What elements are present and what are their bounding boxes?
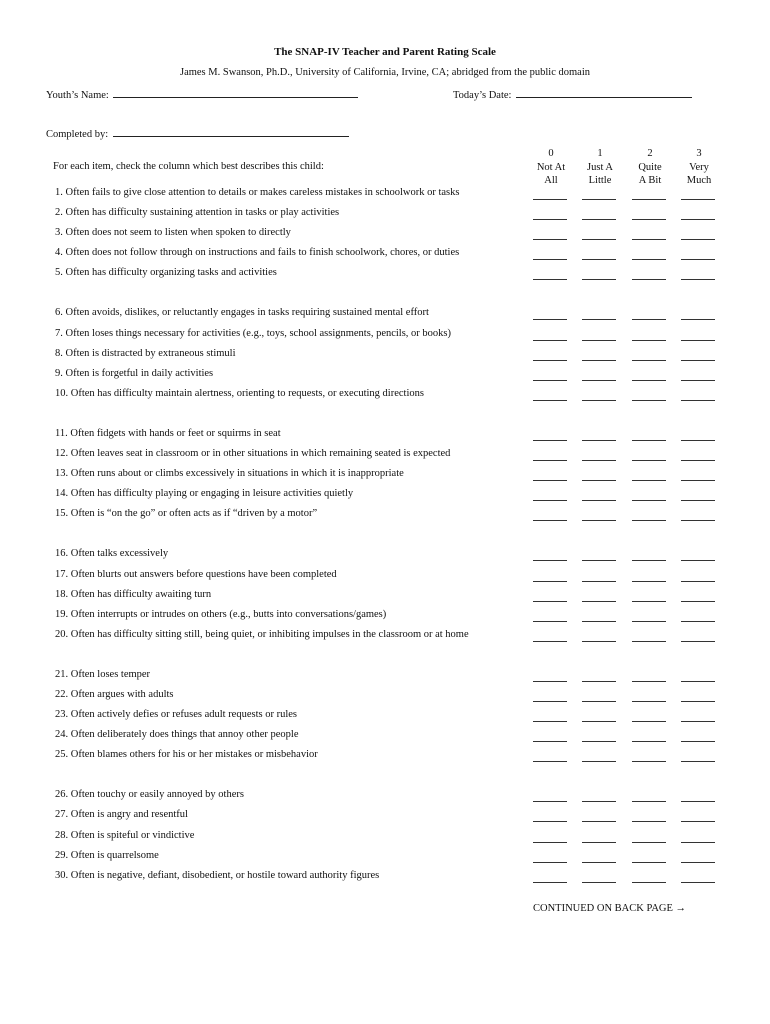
table-row — [0, 341, 770, 361]
table-row — [0, 321, 770, 341]
rating-blank-3[interactable] — [681, 882, 715, 883]
item-text: 2. Often has difficulty sustaining attention in tasks or play activities — [55, 207, 340, 219]
item-text: 15. Often is “on the go” or often acts as if “driven by a motor” — [55, 508, 318, 520]
rating-blank-2[interactable] — [632, 641, 666, 642]
item-text: 8. Often is distracted by extraneous stimuli — [55, 347, 236, 359]
instruction-text: For each item, check the column which best describes this child: — [53, 161, 324, 172]
item-text: 1. Often fails to give close attention to details or makes careless mistakes in schoolwork or tasks — [55, 187, 460, 198]
table-row — [0, 461, 770, 481]
table-row — [0, 562, 770, 582]
item-text: 6. Often avoids, dislikes, or reluctantly engages in tasks requiring sustained mental effort — [55, 307, 429, 319]
rating-blank-1[interactable] — [582, 520, 616, 521]
group-spacer — [0, 521, 770, 541]
todays-date-field — [453, 88, 692, 101]
column-label-line2: A Bit — [638, 175, 662, 186]
table-row — [0, 441, 770, 461]
item-text: 24. Often deliberately does things that annoy other people — [55, 729, 299, 741]
item-text: 29. Often is quarrelsome — [55, 849, 159, 861]
column-label-line2: All — [544, 175, 558, 186]
rating-blank-1[interactable] — [582, 400, 616, 401]
rating-blank-3[interactable] — [681, 279, 715, 280]
rating-blank-0[interactable] — [533, 882, 567, 883]
item-text: 26. Often touchy or easily annoyed by others — [55, 789, 244, 801]
table-row — [0, 300, 770, 320]
table-row — [0, 843, 770, 863]
page-subtitle: James M. Swanson, Ph.D., University of California, Irvine, CA; abridged from the public domain — [179, 67, 591, 78]
item-text: 30. Often is negative, defiant, disobedient, or hostile toward authority figures — [55, 869, 380, 881]
table-row — [0, 220, 770, 240]
item-text: 10. Often has difficulty maintain alertness, orienting to requests, or executing directions — [55, 387, 424, 399]
table-row — [0, 541, 770, 561]
item-text: 17. Often blurts out answers before questions have been completed — [55, 568, 337, 580]
column-label-line1: Quite — [638, 161, 662, 173]
table-row — [0, 863, 770, 883]
rating-blank-2[interactable] — [632, 882, 666, 883]
column-value: 1 — [597, 148, 603, 159]
table-row — [0, 501, 770, 521]
group-spacer — [0, 762, 770, 782]
column-label-line2: Little — [588, 175, 612, 186]
todays-date-label: Today’s Date: — [453, 90, 512, 101]
column-value: 3 — [696, 148, 702, 159]
column-value: 2 — [647, 148, 653, 159]
item-text: 19. Often interrupts or intrudes on others (e.g., butts into conversations/games) — [55, 608, 387, 620]
item-text: 5. Often has difficulty organizing tasks and activities — [55, 267, 277, 279]
item-text: 3. Often does not seem to listen when spoken to directly — [55, 227, 291, 239]
table-row — [0, 702, 770, 722]
rating-blank-2[interactable] — [632, 520, 666, 521]
item-text: 7. Often loses things necessary for activities (e.g., toys, school assignments, pencils, or books) — [55, 327, 452, 339]
rating-blank-1[interactable] — [582, 761, 616, 762]
column-label-line1: Very — [689, 161, 709, 173]
rating-blank-3[interactable] — [681, 520, 715, 521]
rating-blank-2[interactable] — [632, 400, 666, 401]
table-row — [0, 481, 770, 501]
table-row — [0, 802, 770, 822]
youth-name-field — [46, 88, 358, 101]
item-text: 23. Often actively defies or refuses adult requests or rules — [55, 709, 298, 721]
item-text: 16. Often talks excessively — [55, 548, 169, 560]
table-row — [0, 240, 770, 260]
rating-blank-3[interactable] — [681, 761, 715, 762]
item-text: 28. Often is spiteful or vindictive — [55, 829, 195, 841]
item-text: 11. Often fidgets with hands or feet or squirms in seat — [55, 427, 281, 439]
table-row — [0, 742, 770, 762]
item-text: 22. Often argues with adults — [55, 688, 174, 700]
table-row — [0, 823, 770, 843]
rating-blank-2[interactable] — [632, 761, 666, 762]
table-row — [0, 682, 770, 702]
item-text: 20. Often has difficulty sitting still, being quiet, or inhibiting impulses in the classroom or at home — [55, 628, 469, 640]
table-row — [0, 200, 770, 220]
rating-blank-3[interactable] — [681, 400, 715, 401]
item-text: 18. Often has difficulty awaiting turn — [55, 588, 212, 600]
table-row — [0, 602, 770, 622]
page-title: The SNAP-IV Teacher and Parent Rating Scale — [274, 46, 496, 58]
column-label-line1: Not At — [536, 161, 566, 173]
completed-by-input[interactable] — [113, 127, 349, 137]
rating-blank-0[interactable] — [533, 761, 567, 762]
column-label-line1: Just A — [587, 161, 613, 173]
table-row — [0, 622, 770, 642]
item-text: 25. Often blames others for his or her mistakes or misbehavior — [55, 749, 318, 761]
item-text: 13. Often runs about or climbs excessively in situations in which it is inappropriate — [55, 468, 404, 480]
item-text: 21. Often loses temper — [55, 668, 151, 680]
continued-note: CONTINUED ON BACK PAGE → — [533, 903, 687, 914]
table-row — [0, 361, 770, 381]
table-row — [0, 260, 770, 280]
item-text: 4. Often does not follow through on instructions and fails to finish schoolwork, chores, or duties — [55, 247, 460, 259]
completed-by-field — [46, 127, 349, 140]
column-value: 0 — [548, 148, 554, 159]
rating-blank-0[interactable] — [533, 400, 567, 401]
group-spacer — [0, 280, 770, 300]
group-spacer — [0, 401, 770, 421]
table-row — [0, 381, 770, 401]
item-text: 12. Often leaves seat in classroom or in other situations in which remaining seated is expected — [55, 448, 451, 460]
rating-blank-0[interactable] — [533, 520, 567, 521]
table-row — [0, 421, 770, 441]
rating-blank-1[interactable] — [582, 641, 616, 642]
table-row — [0, 662, 770, 682]
table-row — [0, 782, 770, 802]
rating-blank-3[interactable] — [681, 641, 715, 642]
column-label-line2: Much — [686, 175, 712, 186]
item-text: 27. Often is angry and resentful — [55, 809, 188, 821]
rating-blank-1[interactable] — [582, 279, 616, 280]
rating-blank-0[interactable] — [533, 279, 567, 280]
rating-blank-1[interactable] — [582, 882, 616, 883]
item-text: 9. Often is forgetful in daily activities — [55, 367, 214, 379]
completed-by-label: Completed by: — [46, 129, 109, 140]
table-row — [0, 582, 770, 602]
rating-blank-0[interactable] — [533, 641, 567, 642]
item-text: 14. Often has difficulty playing or engaging in leisure activities quietly — [55, 488, 354, 500]
youth-name-input[interactable] — [113, 88, 358, 98]
youth-name-label: Youth’s Name: — [46, 90, 109, 101]
todays-date-input[interactable] — [516, 88, 692, 98]
group-spacer — [0, 642, 770, 662]
rating-blank-2[interactable] — [632, 279, 666, 280]
table-row — [0, 180, 770, 200]
rating-items-list — [0, 180, 770, 883]
table-row — [0, 722, 770, 742]
